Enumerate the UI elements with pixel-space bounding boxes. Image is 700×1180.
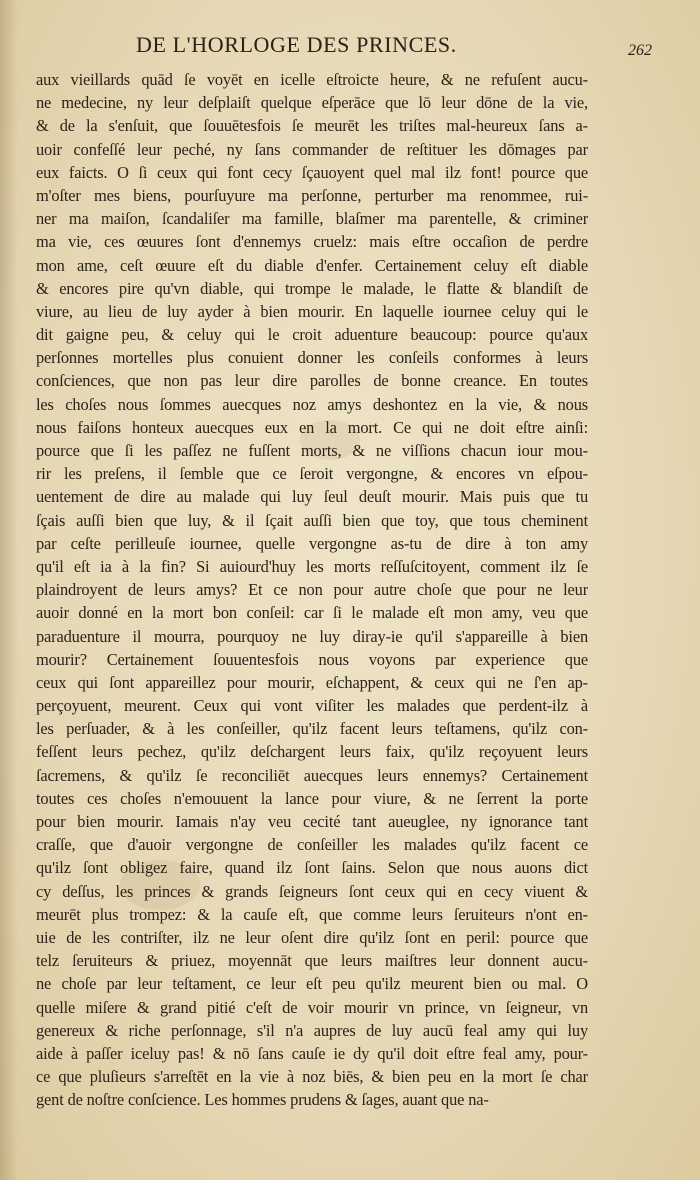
text-line: ner ma maiſon, ſcandaliſer ma famille, blaſmer ma parentelle, & criminer (36, 209, 588, 229)
text-line: & encores pire qu'vn diable, qui trompe le malade, le flatte & blandiſt de (36, 278, 588, 298)
text-line: dit gaigne peu, & celuy qui le croit aduenture beaucoup: pource qu'aux (36, 325, 588, 345)
text-line: quelle miſere & grand pitié c'eſt de voir mourir vn prince, vn ſeigneur, vn (36, 997, 588, 1017)
text-line: rir les preſens, il ſemble que ce ſeroit vergongne, & encores vn eſpou- (36, 464, 588, 484)
running-title: DE L'HORLOGE DES PRINCES. (136, 32, 457, 57)
gutter-shadow (0, 0, 18, 1180)
text-line: perſonnes mortelles plus conuient donner les conſeils conformes à leurs (36, 348, 588, 368)
text-line: uie de les contriſter, ilz ne leur oſent dire qu'ilz ſont en peril: pource que (36, 927, 588, 947)
text-line: mon ame, ceſt œuure eſt du diable d'enfer. Certainement celuy eſt diable (36, 255, 588, 275)
text-line: paraduenture il mourra, pourquoy ne luy diray-ie qu'il s'appareille à bien (36, 626, 588, 646)
text-line: uentement de dire au malade qui luy ſeul deuſt mourir. Mais puis que tu (36, 487, 588, 507)
text-line: qu'ilz ſont obligez faire, quand ilz ſont ſains. Selon que nous auons dict (36, 858, 588, 878)
text-line: uoir confeſſé leur peché, ny ſans commander de reſtituer les dōmages par (36, 139, 588, 159)
text-line: m'oſter mes biens, pourſuyure ma perſonne, perturber ma renommee, rui- (36, 185, 588, 205)
text-line: par ceſte perilleuſe iournee, quelle vergongne as-tu de dire à ton amy (36, 533, 588, 553)
text-line: ſacremens, & qu'ilz ſe reconciliēt auecques leurs ennemys? Certainement (36, 765, 588, 785)
text-line: gent de noſtre conſcience. Les hommes prudens & ſages, auant que na- (36, 1090, 489, 1110)
text-line: feſſent leurs pechez, qu'ilz deſchargent leurs faix, qu'ilz reçoyuent leurs (36, 742, 588, 762)
text-line: aide à paſſer iceluy pas! & nō ſans cauſe ie dy qu'il doit eſtre feal amy, pour- (36, 1043, 588, 1063)
page-number: 262 (628, 42, 652, 59)
text-line: eux faicts. O ſi ceux qui font cecy ſçauoyent quel mal ilz font! pource que (36, 162, 588, 182)
page-header (36, 24, 674, 60)
text-line: perçoyuent, meurent. Ceux qui vont viſiter les malades que perdent-ilz à (36, 696, 588, 716)
text-line: plaindroyent de leurs amys? Et ce non pour autre choſe que pour ne leur (36, 580, 588, 600)
text-line: ceux qui ſont appareillez pour mourir, eſchappent, & ceux qui ne ſ'en ap- (36, 672, 588, 692)
text-line: ne medecine, ny leur deſplaiſt quelque eſperāce que lō leur dōne de la vie, (36, 93, 588, 113)
text-line: pour bien mourir. Iamais n'ay veu cecité tant aueuglee, ny ignorance tant (36, 812, 588, 831)
text-line: viure, au lieu de luy ayder à bien mourir. En laquelle iournee celuy qui le (36, 301, 588, 321)
text-line: auoir donné en la mort bon conſeil: car ſi le malade eſt mon amy, veu que (36, 603, 588, 623)
text-line: qu'il eſt ia à la fin? Si auiourd'huy les morts reſſuſcitoyent, comment ilz ſe (36, 556, 588, 576)
text-line: les perſuader, & à les conſeiller, qu'ilz facent leurs teſtamens, qu'ilz con- (36, 719, 588, 739)
text-line: conſciences, que non pas leur dire parolles de bonne creance. En toutes (36, 371, 588, 391)
text-line: ma vie, ces œuures ſont d'ennemys cruelz: mais eſtre occaſion de perdre (36, 232, 588, 252)
text-line: meurēt plus trompez: & la cauſe eſt, que comme leurs ſeruiteurs n'ont en- (36, 904, 588, 924)
text-line: nous faiſons honteux auecques eux en la mort. Ce qui ne doit eſtre ainſi: (36, 417, 588, 437)
text-line: les choſes nous ſommes auecques noz amys deshontez en la vie, & nous (36, 394, 588, 414)
text-line: cy deſſus, les princes & grands ſeigneurs ſont ceux qui en cecy viuent & (36, 881, 588, 901)
text-line: ce que pluſieurs s'arreſtēt en la vie à noz biēs, & bien peu en la mort ſe char (36, 1067, 588, 1087)
text-line: pource que ſi les paſſez ne fuſſent morts, & ne viſſions chacun iour mou- (36, 441, 588, 460)
text-line: & de la s'enſuit, que ſouuētesfois ſe meurēt les triſtes mal-heureux ſans a- (36, 116, 588, 136)
text-line: telz ſeruiteurs & priuez, moyennāt que leurs maiſtres leur donnent aucu- (36, 951, 588, 971)
text-line: ne choſe par leur teſtament, ce leur eſt peu qu'ilz meurent bien ou mal. O (36, 974, 588, 994)
text-line: genereux & riche perſonnage, s'il n'a aupres de luy aucū feal amy qui luy (36, 1020, 588, 1040)
text-line: ſçais auſſi bien que luy, & il ſçait auſſi bien que toy, que tous cheminent (36, 510, 588, 530)
text-line: craſſe, que d'auoir vergongne de conſeiller les malades qu'ilz facent ce (36, 835, 588, 855)
text-line: aux vieillards quād ſe voyēt en icelle eſtroicte heure, & ne refuſent aucu- (36, 70, 588, 89)
text-line: mourir? Certainement ſouuentesfois nous voyons par experience que (36, 649, 588, 669)
body-text (36, 68, 588, 1111)
text-line: toutes ces choſes n'emouuent la lance pour viure, & ne ſerrent la porte (36, 788, 588, 808)
